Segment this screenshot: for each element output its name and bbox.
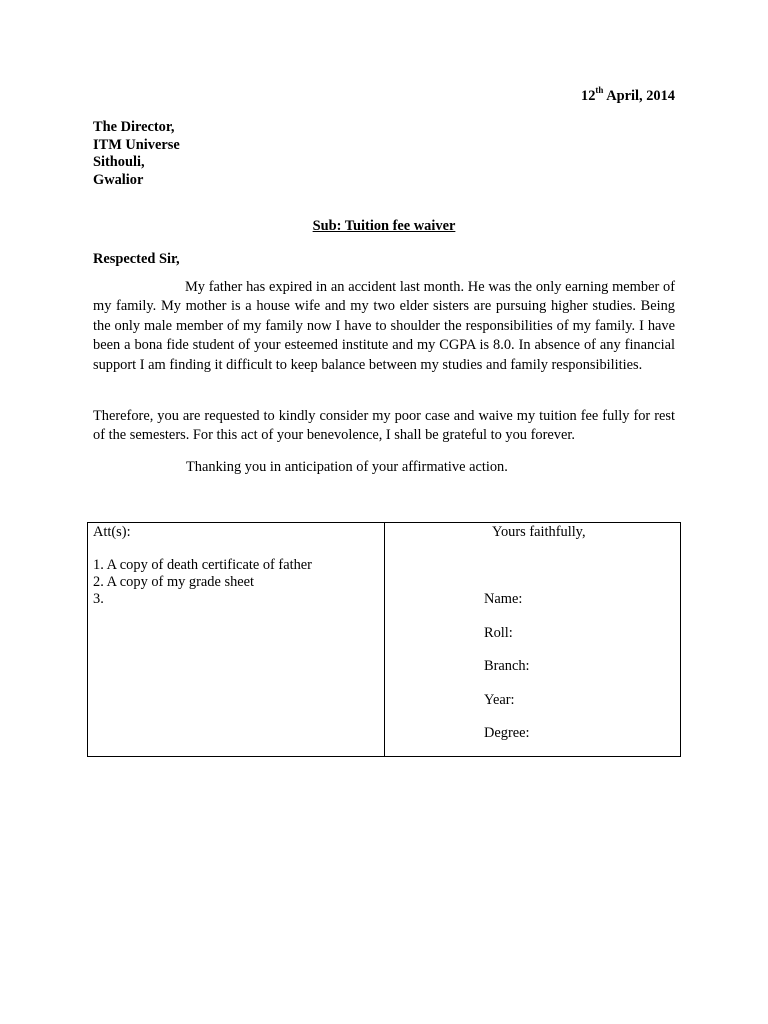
table-divider bbox=[384, 523, 385, 756]
salutation: Respected Sir, bbox=[93, 251, 180, 267]
field-branch-label: Branch: bbox=[484, 658, 530, 674]
subject-text: Sub: Tuition fee waiver bbox=[312, 218, 456, 234]
attachments-heading: Att(s): bbox=[93, 524, 131, 540]
body-paragraph-1: My father has expired in an accident last month. He was the only earning member of my family. My mother is a house wife and my two elder sisters are pursuing higher studies. Being the only male member of my family now I have to shoulder the responsibilities of my family. I have been a bona fide student of your esteemed institute and my CGPA is 8.0. In absence of any financial support I am finding it difficult to keep balance between my studies and family responsibilities. bbox=[93, 279, 675, 373]
date-suffix: th bbox=[595, 85, 604, 96]
address-line: Sithouli, bbox=[93, 154, 145, 171]
body-paragraph-2: Therefore, you are requested to kindly consider my poor case and waive my tuition fee fully for rest of the semesters. For this act of your benevolence, I shall be grateful to you forever. bbox=[93, 408, 675, 444]
attachment-item: 1. A copy of death certificate of father bbox=[93, 557, 312, 573]
letter-date bbox=[581, 87, 675, 105]
attachment-item: 2. A copy of my grade sheet bbox=[93, 574, 255, 590]
date-day: 12 bbox=[581, 88, 596, 104]
closing-line: Yours faithfully, bbox=[492, 524, 586, 540]
thanks-line: Thanking you in anticipation of your affirmative action. bbox=[186, 459, 508, 475]
field-name-label: Name: bbox=[484, 591, 523, 607]
field-degree-label: Degree: bbox=[484, 725, 530, 741]
address-line: ITM Universe bbox=[93, 136, 180, 153]
recipient-address bbox=[93, 119, 180, 189]
address-line: The Director, bbox=[93, 119, 175, 135]
attachments-list bbox=[93, 557, 312, 608]
signature-table bbox=[87, 522, 681, 757]
subject-line bbox=[0, 217, 768, 235]
attachment-item: 3. bbox=[93, 591, 104, 607]
address-line: Gwalior bbox=[93, 171, 144, 188]
date-rest: April, 2014 bbox=[603, 88, 675, 104]
signature-fields bbox=[484, 590, 530, 758]
field-year-label: Year: bbox=[484, 691, 515, 708]
field-roll-label: Roll: bbox=[484, 624, 513, 641]
